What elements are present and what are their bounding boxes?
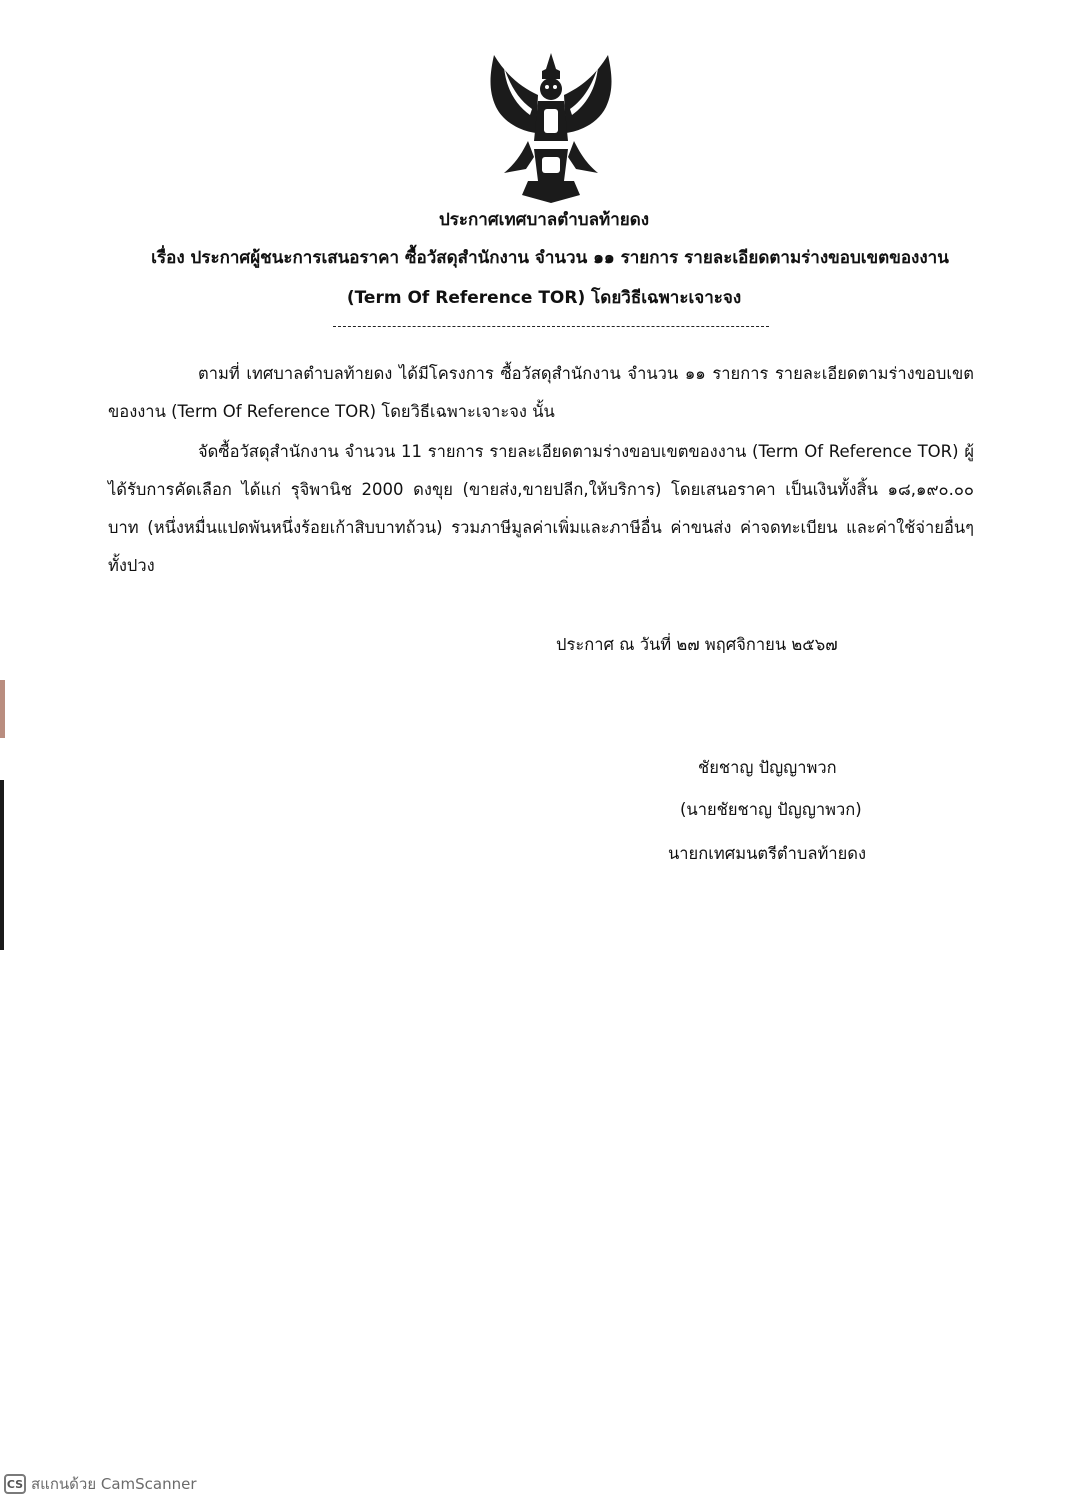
camscanner-text: สแกนด้วย CamScanner xyxy=(31,1475,197,1493)
subject-line: เรื่อง ประกาศผู้ชนะการเสนอราคา ซื้อวัสดุสำนักงาน จำนวน ๑๑ รายการ รายละเอียดตามร่างขอบเขตของงาน xyxy=(151,248,949,268)
scan-edge-shadow xyxy=(0,780,4,950)
signatory-position: นายกเทศมนตรีตำบลท้ายดง xyxy=(668,844,867,863)
subject-line-continued: (Term Of Reference TOR) โดยวิธีเฉพาะเจาะจง xyxy=(346,288,742,308)
signature-name: ชัยชาญ ปัญญาพวก xyxy=(698,758,837,777)
camscanner-logo-icon: CS xyxy=(4,1474,26,1494)
signatory-printed-name: (นายชัยชาญ ปัญญาพวก) xyxy=(680,800,862,819)
announcement-date: ประกาศ ณ วันที่ ๒๗ พฤศจิกายน ๒๕๖๗ xyxy=(556,635,838,654)
header-divider xyxy=(333,326,769,327)
scan-edge-mark xyxy=(0,680,5,738)
body-paragraph-2: จัดซื้อวัสดุสำนักงาน จำนวน 11 รายการ รายละเอียดตามร่างขอบเขตของงาน (Term Of Reference TOR) ผู้ได้รับการคัดเลือก ได้แก่ รุจิพานิช 2000 ดงขุย (ขายส่ง,ขายปลีก,ให้บริการ) โดยเสนอราคา เป็นเงินทั้งสิ้น ๑๘,๑๙๐.๐๐ บาท (หนึ่งหมื่นแปดพันหนึ่งร้อยเก้าสิบบาทถ้วน) รวมภาษีมูลค่าเพิ่มและภาษีอื่น ค่าขนส่ง ค่าจดทะเบียน และค่าใช้จ่ายอื่นๆ ทั้งปวง xyxy=(108,442,974,575)
document-title: ประกาศเทศบาลตำบลท้ายดง xyxy=(438,210,650,230)
body-paragraph-1: ตามที่ เทศบาลตำบลท้ายดง ได้มีโครงการ ซื้อวัสดุสำนักงาน จำนวน ๑๑ รายการ รายละเอียดตามร่างขอบเขตของงาน (Term Of Reference TOR) โดยวิธีเฉพาะเจาะจง นั้น xyxy=(108,364,974,421)
garuda-emblem-icon xyxy=(476,45,626,205)
camscanner-watermark xyxy=(4,1473,197,1495)
